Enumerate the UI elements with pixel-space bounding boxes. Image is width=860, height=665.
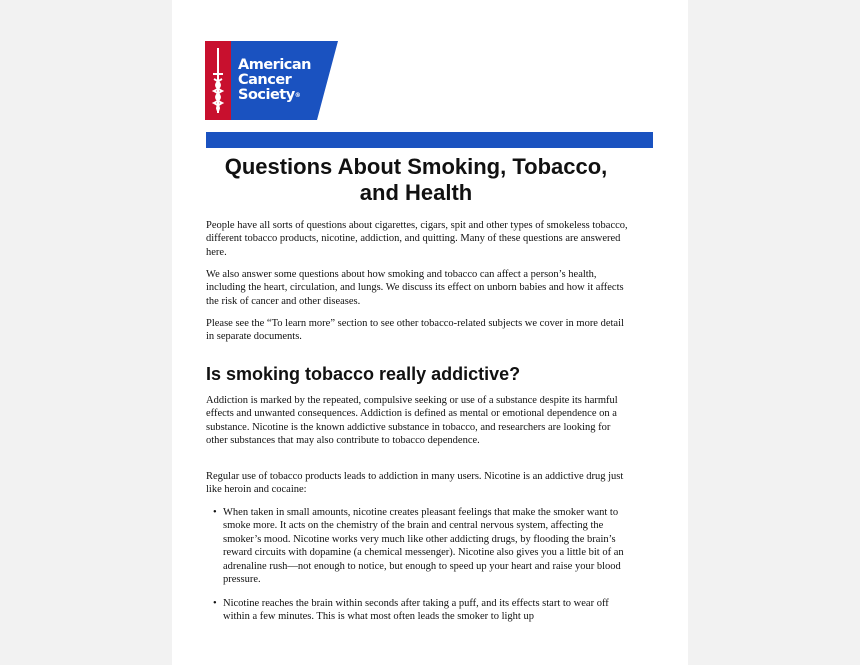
bullet-glyph: • xyxy=(213,598,217,609)
bullet-glyph: • xyxy=(213,507,217,518)
american-cancer-society-logo xyxy=(205,41,338,120)
logo-wordmark xyxy=(238,58,311,103)
header-rule xyxy=(206,132,653,148)
section-paragraph-1: Addiction is marked by the repeated, compulsive seeking or use of a substance despite its harmful effects and unwanted consequences. Addiction is defined as mental or emotional dependence on a substance. Nicotine is the known addictive substance in tobacco, and researchers are looking for other substances that may also contribute to tobacco dependence. xyxy=(206,395,618,447)
logo-line-cancer: Cancer xyxy=(238,72,292,88)
registered-mark: ® xyxy=(294,92,301,99)
logo-society-word: Society xyxy=(238,87,295,103)
list-item xyxy=(213,506,633,586)
list-item-text: Nicotine reaches the brain within seconds after taking a puff, and its effects start to wear off within a few minutes. This is what most often leads the smoker to light up xyxy=(223,598,609,623)
intro-paragraph-2: We also answer some questions about how smoking and tobacco can affect a person’s health, including the heart, circulation, and lungs. We discuss its effect on unborn babies and how it affects the risk of cancer and other diseases. xyxy=(206,269,624,307)
logo-line-society xyxy=(238,88,311,103)
intro-paragraph-1: People have all sorts of questions about cigarettes, cigars, spit and other types of smokeless tobacco, different tobacco products, nicotine, addiction, and quitting. Many of these questions are answered here. xyxy=(206,220,628,258)
list-item xyxy=(213,597,633,624)
section-paragraph-2: Regular use of tobacco products leads to addiction in many users. Nicotine is an addictive drug just like heroin and cocaine: xyxy=(206,471,624,496)
logo-line-american: American xyxy=(238,57,311,73)
document-title: Questions About Smoking, Tobacco, and Health xyxy=(224,154,608,205)
intro-paragraph-3: Please see the “To learn more” section to see other tobacco-related subjects we cover in more detail in separate documents. xyxy=(206,318,624,343)
list-item-text: When taken in small amounts, nicotine creates pleasant feelings that make the smoker want to smoke more. It acts on the chemistry of the brain and central nervous system, affecting the smoker’s mood. Nicotine works very much like other addicting drugs, by flooding the brain’s reward circuits with dopamine (a chemical messenger). Nicotine also gives you a little bit of an adrenaline rush—not enough to notice, but enough to speed up your heart and raise your blood pressure. xyxy=(223,507,624,586)
section-heading-addictive: Is smoking tobacco really addictive? xyxy=(206,364,521,384)
